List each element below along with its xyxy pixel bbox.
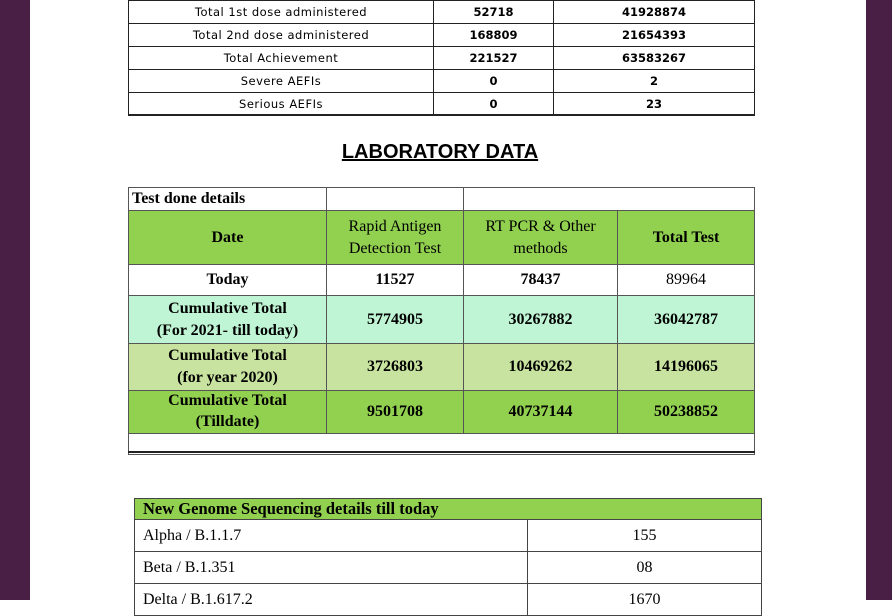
rapid-value: 5774905 [327, 296, 464, 344]
genome-table [134, 498, 762, 616]
table-row [129, 344, 755, 391]
row-label: Severe AEFIs [129, 70, 434, 93]
row-label-line1: Cumulative Total [168, 392, 287, 410]
table-row [129, 70, 755, 93]
rtpcr-value: 78437 [464, 265, 618, 296]
section-label: Test done details [129, 188, 327, 211]
today-value: 221527 [434, 47, 554, 70]
table-row [135, 520, 762, 552]
variant-name: Delta / B.1.617.2 [135, 584, 528, 616]
cumulative-value: 41928874 [554, 1, 755, 24]
header-rtpcr: RT PCR & Other methods [464, 211, 618, 265]
header-rapid: Rapid Antigen Detection Test [327, 211, 464, 265]
rapid-value: 9501708 [327, 391, 464, 434]
table-row [129, 296, 755, 344]
rtpcr-value: 40737144 [464, 391, 618, 434]
row-label: Total 1st dose administered [129, 1, 434, 24]
today-value: 168809 [434, 24, 554, 47]
section-row [129, 188, 755, 211]
total-value: 14196065 [618, 344, 755, 391]
cumulative-value: 21654393 [554, 24, 755, 47]
cumulative-value: 23 [554, 93, 755, 116]
variant-count: 08 [528, 552, 762, 584]
variant-count: 1670 [528, 584, 762, 616]
page-border-right [866, 0, 892, 600]
page-border-left [0, 0, 30, 600]
cumulative-value: 63583267 [554, 47, 755, 70]
variant-name: Beta / B.1.351 [135, 552, 528, 584]
header-date: Date [129, 211, 327, 265]
table-row [129, 93, 755, 116]
empty-cell [327, 188, 464, 211]
total-value: 36042787 [618, 296, 755, 344]
rapid-value: 11527 [327, 265, 464, 296]
row-label: Today [129, 265, 327, 296]
row-label: Serious AEFIs [129, 93, 434, 116]
header-total: Total Test [618, 211, 755, 265]
today-value: 0 [434, 70, 554, 93]
row-label-line2: (Tilldate) [195, 413, 260, 431]
total-value: 89964 [618, 265, 755, 296]
table-row [135, 552, 762, 584]
row-label: Total 2nd dose administered [129, 24, 434, 47]
header-row [129, 211, 755, 265]
row-label [129, 344, 327, 391]
empty-cell [464, 188, 618, 211]
today-value: 0 [434, 93, 554, 116]
genome-header-row [135, 499, 762, 520]
laboratory-table [128, 187, 755, 455]
table-bottom-rule [128, 451, 755, 453]
row-label-line1: Cumulative Total [168, 299, 287, 317]
today-value: 52718 [434, 1, 554, 24]
table-bottom-rule [128, 114, 755, 116]
rapid-value: 3726803 [327, 344, 464, 391]
row-label-line2: (for year 2020) [177, 369, 278, 387]
table-row [129, 391, 755, 434]
cumulative-value: 2 [554, 70, 755, 93]
row-label: Total Achievement [129, 47, 434, 70]
empty-cell [618, 188, 755, 211]
table-row [129, 265, 755, 296]
variant-count: 155 [528, 520, 762, 552]
row-label-line1: Cumulative Total [168, 347, 287, 364]
row-label [129, 391, 327, 434]
variant-name: Alpha / B.1.1.7 [135, 520, 528, 552]
total-value: 50238852 [618, 391, 755, 434]
table-row [129, 47, 755, 70]
page-border-gap [30, 0, 34, 600]
rtpcr-value: 30267882 [464, 296, 618, 344]
laboratory-title: LABORATORY DATA [341, 141, 539, 163]
row-label-line2: (For 2021- till today) [156, 321, 299, 339]
table-row [129, 24, 755, 47]
genome-title: New Genome Sequencing details till today [135, 499, 762, 520]
vaccination-table [128, 0, 755, 116]
table-row [129, 1, 755, 24]
rtpcr-value: 10469262 [464, 344, 618, 391]
row-label [129, 296, 327, 344]
